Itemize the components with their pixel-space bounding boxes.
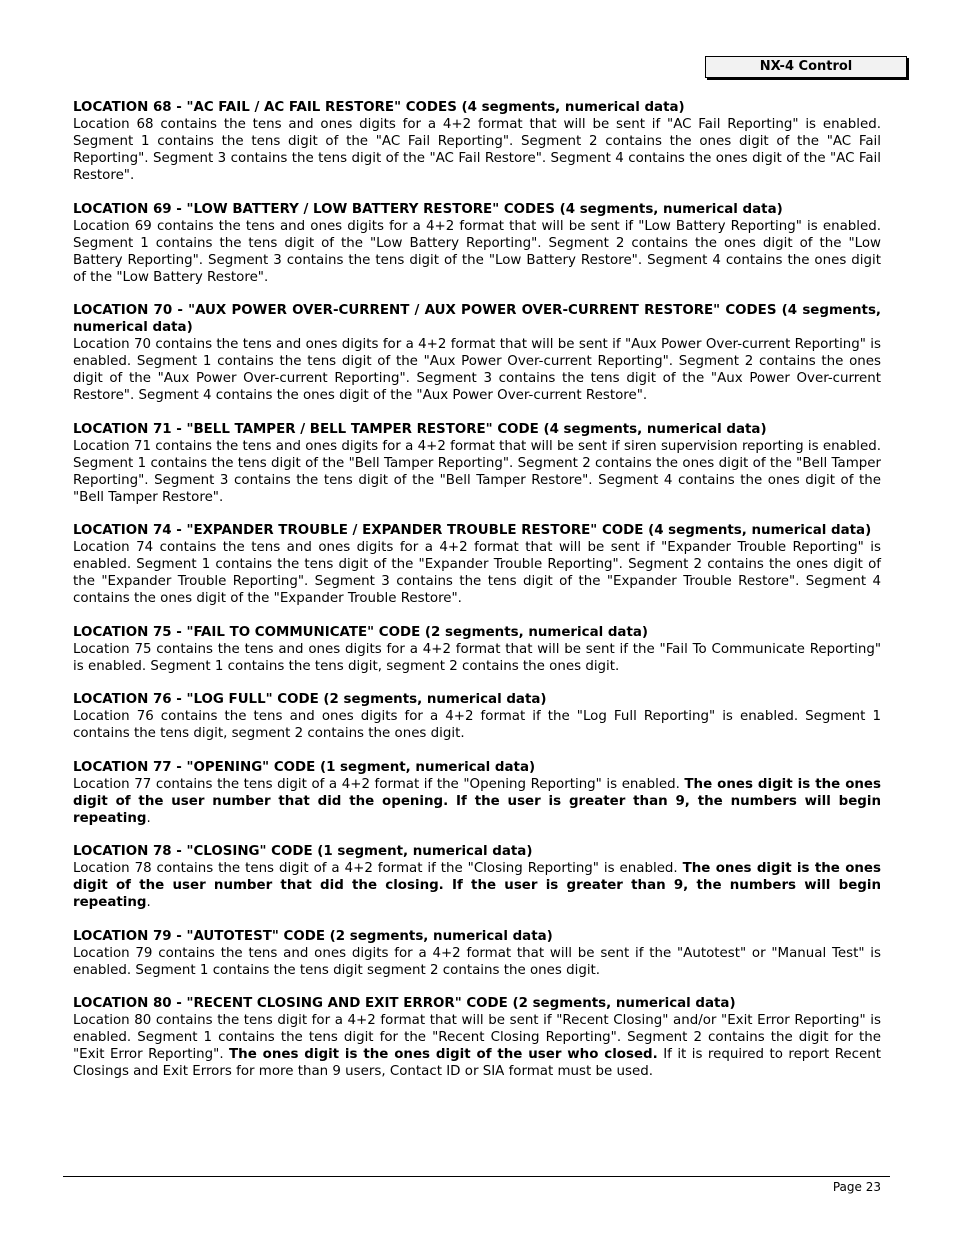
section-heading: LOCATION 70 - "AUX POWER OVER-CURRENT / AUX POWER OVER-CURRENT RESTORE" CODES (4 segments, numerical data) — [73, 303, 881, 335]
section-body-container — [73, 1012, 881, 1080]
section-body-tail: . — [146, 810, 151, 826]
section-body-tail: . — [146, 895, 151, 910]
section-body: Location 74 contains the tens and ones digits for a 4+2 format that will be sent if "Expander Trouble Reporting" is enabled. Segment 1 contains the tens digit of the "Expander Trouble Reporting". Segment 2 contains the ones digit of the "Expander Trouble Reporting". Segment 3 contains the tens digit of the "Expander Trouble Restore". Segment 4 contains the ones digit of the "Expander Trouble Restore". — [73, 540, 881, 606]
section-body: Location 78 contains the tens digit of a 4+2 format if the "Closing Reporting" is enabled. — [73, 861, 683, 876]
section-body: Location 75 contains the tens and ones digits for a 4+2 format that will be sent if the "Fail To Communicate Reporting" is enabled. Segment 1 contains the tens digit, segment 2 contains the ones digit. — [73, 641, 881, 674]
section-heading: LOCATION 75 - "FAIL TO COMMUNICATE" CODE (2 segments, numerical data) — [73, 624, 649, 640]
document-body — [73, 99, 881, 1080]
header-title-box — [705, 56, 907, 78]
section-heading: LOCATION 77 - "OPENING" CODE (1 segment, numerical data) — [73, 759, 536, 775]
section-location-75 — [73, 624, 881, 675]
section-body: Location 77 contains the tens digit of a 4+2 format if the "Opening Reporting" is enabled. — [73, 776, 685, 792]
section-location-76 — [73, 691, 881, 742]
section-heading: LOCATION 71 - "BELL TAMPER / BELL TAMPER RESTORE" CODE (4 segments, numerical data) — [73, 421, 767, 437]
footer-divider — [63, 1176, 890, 1177]
section-body-tail: If it is required to report Recent Closings and Exit Errors for more than 9 users, Contact ID or SIA format must be used. — [73, 1047, 881, 1079]
section-location-74 — [73, 522, 881, 607]
section-heading: LOCATION 78 - "CLOSING" CODE (1 segment, numerical data) — [73, 844, 533, 859]
section-body-container — [73, 860, 881, 911]
section-location-68 — [73, 99, 881, 184]
section-heading: LOCATION 80 - "RECENT CLOSING AND EXIT ERROR" CODE (2 segments, numerical data) — [73, 996, 736, 1011]
section-heading: LOCATION 68 - "AC FAIL / AC FAIL RESTORE" CODES (4 segments, numerical data) — [73, 100, 685, 115]
section-body: Location 71 contains the tens and ones digits for a 4+2 format that will be sent if siren supervision reporting is enabled. Segment 1 contains the tens digit of the "Bell Tamper Reporting". Segment 2 contains the ones digit of the "Bell Tamper Reporting". Segment 3 contains the tens digit of the "Bell Tamper Restore". Segment 4 contains the ones digit of the "Bell Tamper Restore". — [73, 438, 881, 505]
section-location-77 — [73, 759, 881, 827]
section-heading: LOCATION 79 - "AUTOTEST" CODE (2 segments, numerical data) — [73, 928, 553, 944]
section-body-container — [73, 776, 881, 827]
section-location-70 — [73, 302, 881, 404]
section-body-bold: The ones digit is the ones digit of the user who closed. — [229, 1047, 658, 1062]
section-body: Location 76 contains the tens and ones digits for a 4+2 format if the "Log Full Reporting" is enabled. Segment 1 contains the tens digit, segment 2 contains the ones digit. — [73, 709, 881, 741]
section-body: Location 69 contains the tens and ones digits for a 4+2 format that will be sent if "Low Battery Reporting" is enabled. Segment 1 contains the tens digit of the "Low Battery Reporting". Segment 2 contains the ones digit of the "Low Battery Reporting". Segment 3 contains the tens digit of the "Low Battery Restore". Segment 4 contains the ones digit of the "Low Battery Restore". — [73, 218, 881, 285]
section-body: Location 80 contains the tens digit for a 4+2 format that will be sent if "Recent Closing" and/or "Exit Error Reporting" is enabled. Segment 1 contains the tens digit for the "Recent Closing Reporting". Segment 2 contains the digit for the "Exit Error Reporting". — [73, 1013, 881, 1062]
section-body: Location 79 contains the tens and ones digits for a 4+2 format that will be sent if the "Autotest" or "Manual Test" is enabled. Segment 1 contains the tens digit segment 2 contains the ones digit. — [73, 945, 881, 978]
section-body: Location 70 contains the tens and ones digits for a 4+2 format that will be sent if "Aux Power Over-current Reporting" is enabled. Segment 1 contains the tens digit of the "Aux Power Over-current Reporting". Segment 2 contains the ones digit of the "Aux Power Over-current Reporting". Segment 3 contains the tens digit of the "Aux Power Over-current Restore". Segment 4 contains the ones digit of the "Aux Power Over-current Restore". — [73, 337, 881, 403]
section-heading: LOCATION 76 - "LOG FULL" CODE (2 segments, numerical data) — [73, 692, 547, 707]
section-heading: LOCATION 69 - "LOW BATTERY / LOW BATTERY RESTORE" CODES (4 segments, numerical data) — [73, 201, 783, 217]
section-location-80 — [73, 995, 881, 1080]
section-heading: LOCATION 74 - "EXPANDER TROUBLE / EXPANDER TROUBLE RESTORE" CODE (4 segments, numerical data) — [73, 523, 872, 538]
section-location-69 — [73, 201, 881, 286]
section-location-71 — [73, 421, 881, 506]
header-title: NX-4 Control — [759, 59, 853, 74]
section-location-79 — [73, 928, 881, 979]
section-body-bold: The ones digit is the ones digit of the user number that did the opening. If the user is greater than 9, the numbers will begin repeating — [73, 776, 881, 826]
section-body-bold: The ones digit is the ones digit of the user number that did the closing. If the user is greater than 9, the numbers will begin repeating — [73, 861, 881, 910]
page-number: Page 23 — [832, 1180, 881, 1194]
section-location-78 — [73, 843, 881, 911]
section-body: Location 68 contains the tens and ones digits for a 4+2 format that will be sent if "AC Fail Reporting" is enabled. Segment 1 contains the tens digit of the "AC Fail Reporting". Segment 2 contains the ones digit of the "AC Fail Reporting". Segment 3 contains the tens digit of the "AC Fail Restore". Segment 4 contains the ones digit of the "AC Fail Restore". — [73, 117, 881, 183]
